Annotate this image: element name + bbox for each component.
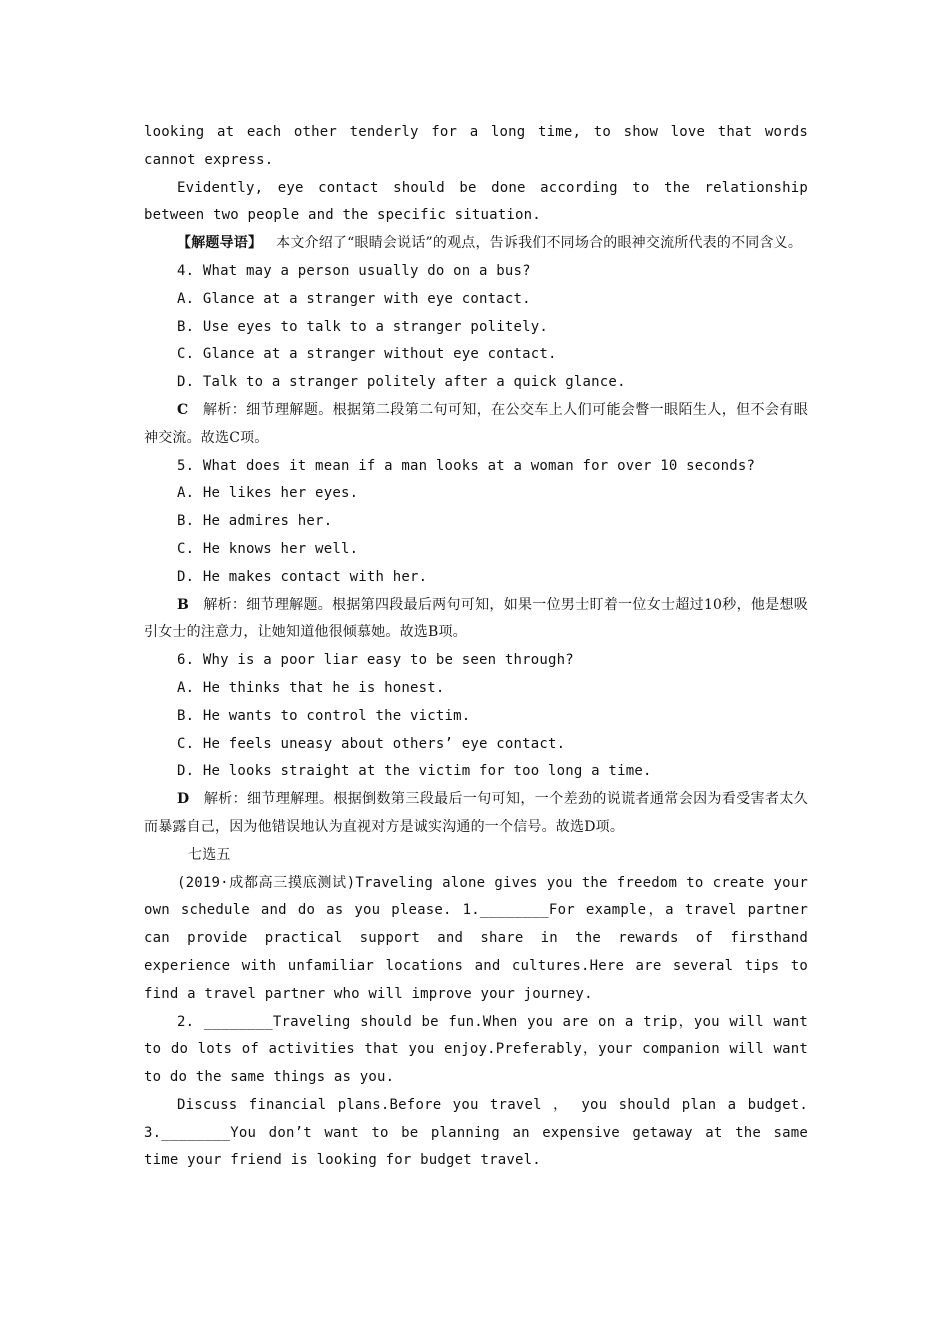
section-paragraph-1: (2019·成都高三摸底测试)Traveling alone gives you the freedom to create your own schedule and do as you please. 1.________For example，a travel partner can provide practical support and share in the rewards of firsthand experience with unfamiliar locations and cultures.Here are several tips to find a travel partner who will improve your journey.	[144, 874, 808, 1002]
option-c: C. He feels uneasy about others’ eye contact.	[177, 735, 566, 752]
guide-label: 【解题导语】	[177, 235, 263, 252]
section-paragraph-3: Discuss financial plans.Before you travel ， you should plan a budget. 3.________You don’t want to be planning an expensive getaway at the same time your friend is looking for budget travel.	[144, 1096, 808, 1169]
analysis-text: 解析：细节理解题。根据第四段最后两句可知，如果一位男士盯着一位女士超过10秒，他是想吸引女士的注意力，让她知道他很倾慕她。故选B项。	[144, 596, 808, 641]
guide-text: 本文介绍了“眼睛会说话”的观点，告诉我们不同场合的眼神交流所代表的不同含义。	[276, 235, 803, 252]
analysis-text: 解析：细节理解题。根据第二段第二句可知，在公交车上人们可能会瞥一眼陌生人，但不会有眼神交流。故选C项。	[144, 401, 808, 446]
question-6	[144, 647, 808, 842]
paragraph-conclusion: Evidently, eye contact should be done according to the relationship between two people and the specific situation.	[144, 179, 808, 224]
document-body	[144, 119, 808, 1175]
option-b: B. Use eyes to talk to a stranger politely.	[177, 318, 549, 335]
answer-analysis	[144, 592, 808, 648]
option-c: C. He knows her well.	[177, 540, 359, 557]
answer-analysis	[144, 397, 808, 453]
option-d: D. He looks straight at the victim for too long a time.	[177, 763, 652, 780]
option-d: D. Talk to a stranger politely after a quick glance.	[177, 374, 626, 391]
option-b: B. He wants to control the victim.	[177, 707, 471, 724]
answer-analysis	[144, 786, 808, 842]
question-stem: 6. Why is a poor liar easy to be seen through?	[177, 652, 574, 669]
paragraph-continued: looking at each other tenderly for a long time, to show love that words cannot express.	[144, 124, 808, 168]
option-a: A. He likes her eyes.	[177, 485, 359, 502]
analysis-text: 解析：细节理解理。根据倒数第三段最后一句可知，一个差劲的说谎者通常会因为看受害者太久而暴露自己，因为他错误地认为直视对方是诚实沟通的一个信号。故选D项。	[144, 791, 809, 835]
question-4	[144, 258, 808, 453]
question-5	[144, 453, 808, 648]
question-stem: 5. What does it mean if a man looks at a woman for over 10 seconds?	[177, 457, 756, 474]
section-paragraph-2: 2. ________Traveling should be fun.When you are on a trip，you will want to do lots of activities that you enjoy.Preferably，your companion will want to do the same things as you.	[144, 1013, 808, 1086]
option-a: A. He thinks that he is honest.	[177, 679, 445, 696]
option-a: A. Glance at a stranger with eye contact.	[177, 290, 531, 307]
option-d: D. He makes contact with her.	[177, 568, 428, 585]
section-title: 七选五	[188, 846, 231, 863]
option-b: B. He admires her.	[177, 513, 333, 530]
answer-letter: D	[177, 791, 190, 808]
option-c: C. Glance at a stranger without eye contact.	[177, 346, 557, 363]
question-stem: 4. What may a person usually do on a bus?	[177, 262, 531, 279]
answer-letter: C	[177, 401, 189, 418]
guide-paragraph	[144, 230, 808, 258]
answer-letter: B	[177, 596, 190, 613]
